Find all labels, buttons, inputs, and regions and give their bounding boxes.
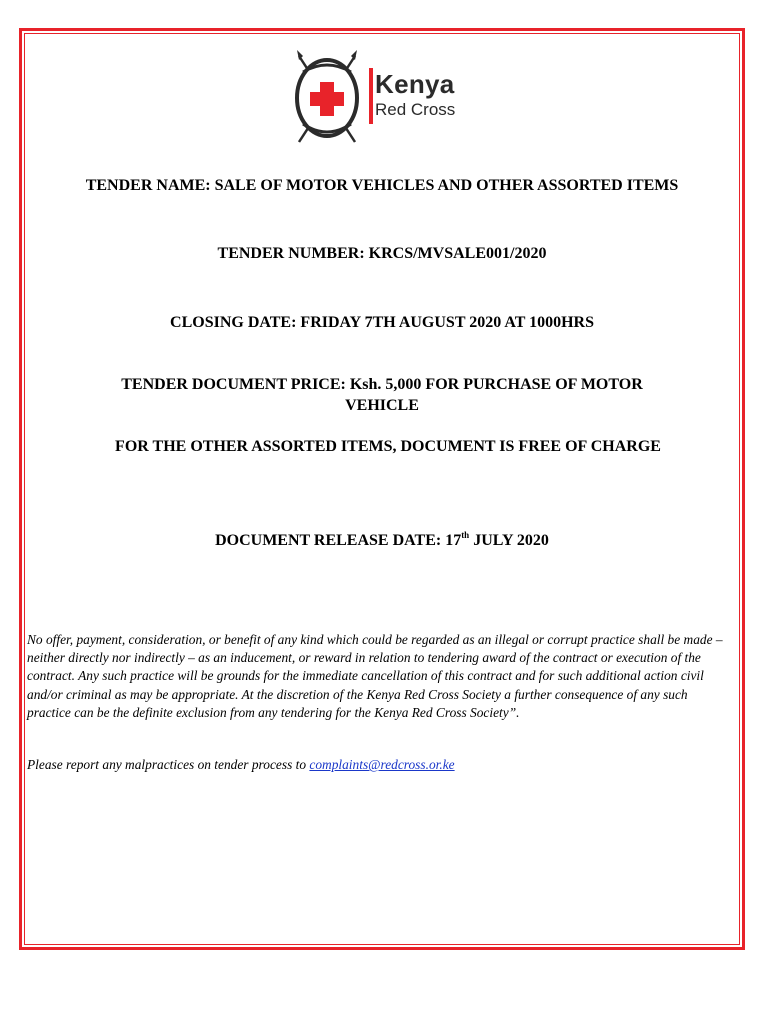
document-price-line2: VEHICLE bbox=[345, 397, 419, 414]
page-border-inner bbox=[24, 33, 740, 945]
document-price-line1: TENDER DOCUMENT PRICE: Ksh. 5,000 FOR PURCHASE OF MOTOR bbox=[121, 376, 643, 393]
report-line bbox=[27, 756, 727, 774]
complaints-email-link[interactable]: complaints@redcross.or.ke bbox=[309, 757, 455, 772]
logo-kenya: Kenya bbox=[375, 69, 455, 99]
document-price bbox=[24, 374, 740, 416]
tender-number: TENDER NUMBER: KRCS/MVSALE001/2020 bbox=[217, 245, 547, 262]
closing-date: CLOSING DATE: FRIDAY 7TH AUGUST 2020 AT 1000HRS bbox=[170, 314, 594, 331]
tender-name: TENDER NAME: SALE OF MOTOR VEHICLES AND OTHER ASSORTED ITEMS bbox=[85, 177, 679, 194]
logo-wordmark bbox=[375, 70, 455, 120]
report-text: Please report any malpractices on tender process to bbox=[27, 757, 310, 772]
release-date-ordinal: th bbox=[461, 530, 470, 540]
release-date-prefix: DOCUMENT RELEASE DATE: 17 bbox=[215, 532, 462, 549]
anti-corruption-notice: No offer, payment, consideration, or benefit of any kind which could be regarded as an illegal or corrupt practice shall be made – neither directly nor indirectly – as an inducement, or reward in relation to tendering award of the contract or execution of the contract. Any such practice will be grounds for the immediate cancellation of this contract and for such additional action civil and/or criminal as may be appropriate. At the discretion of the Kenya Red Cross Society a further consequence of any such practice can be the definite exclusion from any tendering for the Kenya Red Cross Society”. bbox=[27, 632, 723, 720]
free-of-charge-note: FOR THE OTHER ASSORTED ITEMS, DOCUMENT IS FREE OF CHARGE bbox=[115, 438, 661, 455]
logo-red-cross: Red Cross bbox=[375, 100, 456, 119]
release-date-rest: JULY 2020 bbox=[469, 532, 549, 549]
release-date bbox=[24, 525, 740, 551]
